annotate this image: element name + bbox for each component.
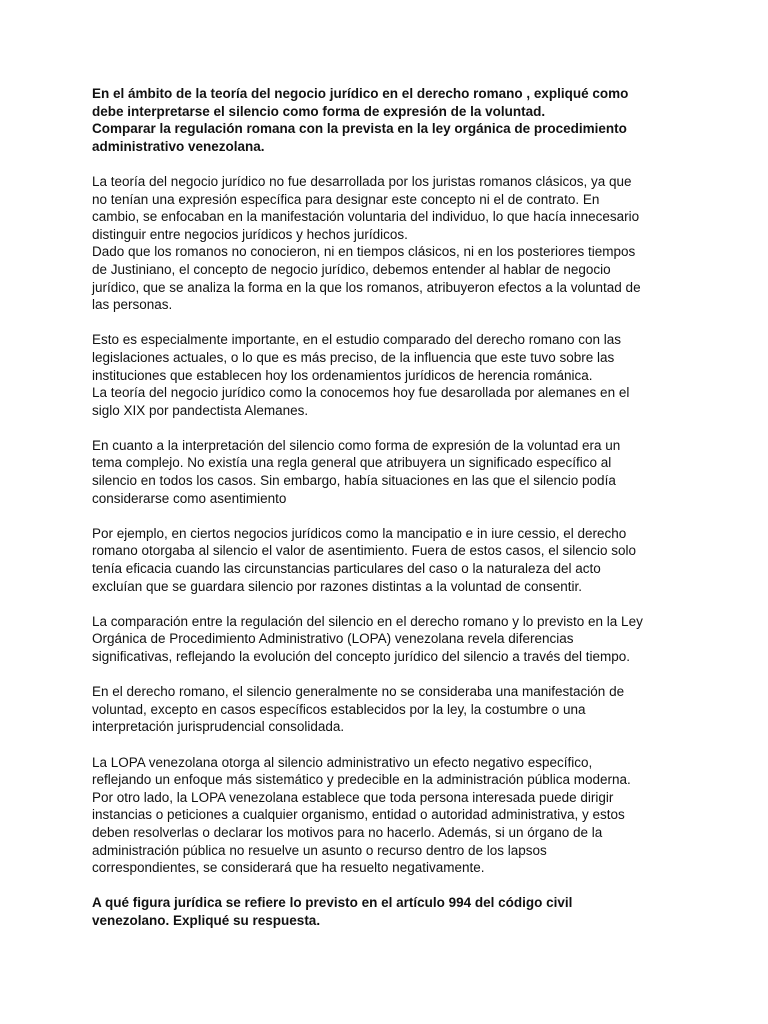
text-line: debe interpretarse el silencio como forma de expresión de la voluntad. (92, 103, 546, 119)
text-line: tenía eficacia cuando las circunstancias particulares del caso o la naturaleza del acto (92, 561, 601, 577)
text-line: La teoría del negocio jurídico no fue desarrollada por los juristas romanos clásicos, ya que (92, 173, 632, 189)
text-line: Por otro lado, la LOPA venezolana establece que toda persona interesada puede dirigir (92, 789, 614, 805)
text-line: instituciones que establecen hoy los ordenamientos jurídicos de herencia románica. (92, 367, 593, 383)
text-line: La comparación entre la regulación del silencio en el derecho romano y lo previsto en la Ley (92, 613, 643, 629)
text-line: de Justiniano, el concepto de negocio jurídico, debemos entender al hablar de negocio (92, 261, 611, 277)
text-line: excluían que se guardara silencio por razones distintas a la voluntad de consentir. (92, 578, 583, 594)
text-line: deben resolverlas o declarar los motivos para no hacerlo. Además, si un órgano de la (92, 824, 603, 840)
text-line: venezolano. Expliqué su respuesta. (92, 912, 321, 928)
paragraph-negocio-juridico (92, 173, 682, 314)
text-line: legislaciones actuales, o lo que es más preciso, de la influencia que este tuvo sobre las (92, 349, 615, 365)
text-line: siglo XIX por pandectista Alemanes. (92, 402, 309, 418)
text-line: las personas. (92, 297, 173, 313)
text-line: silencio en todos los casos. Sin embargo, había situaciones en las que el silencio podía (92, 473, 616, 489)
paragraph-derecho-romano (92, 683, 682, 736)
text-line: tema complejo. No existía una regla general que atribuyera un significado específico al (92, 455, 612, 471)
paragraph-ejemplo-mancipatio (92, 525, 682, 595)
text-line: no tenían una expresión específica para designar este concepto ni el de contrato. En (92, 191, 600, 207)
text-line: En el derecho romano, el silencio generalmente no se consideraba una manifestación de (92, 684, 625, 700)
document-page (92, 85, 682, 947)
text-line: administrativo venezolana. (92, 138, 265, 154)
paragraph-estudio-comparado (92, 331, 682, 419)
text-line: instancias o peticiones a cualquier organismo, entidad o autoridad administrativa, y estos (92, 807, 625, 823)
text-line: interpretación jurisprudencial consolidada. (92, 719, 345, 735)
text-line: considerarse como asentimiento (92, 490, 287, 506)
text-line: La LOPA venezolana otorga al silencio administrativo un efecto negativo específico, (92, 754, 593, 770)
text-line: Dado que los romanos no conocieron, ni en tiempos clásicos, ni en los posteriores tiempos (92, 244, 636, 260)
text-line: Esto es especialmente importante, en el estudio comparado del derecho romano con las (92, 332, 622, 348)
text-line: significativas, reflejando la evolución del concepto jurídico del silencio a través del tiempo. (92, 649, 631, 664)
text-line: jurídico, que se analiza la forma en la que los romanos, atribuyeron efectos a la voluntad de (92, 279, 641, 295)
paragraph-interpretacion-silencio (92, 437, 682, 507)
text-line: En el ámbito de la teoría del negocio jurídico en el derecho romano , expliqué como (92, 86, 629, 101)
text-line: administración pública no resuelve un asunto o recurso dentro de los lapsos (92, 842, 547, 858)
paragraph-comparacion-lopa (92, 613, 682, 666)
text-line: Comparar la regulación romana con la prevista en la ley orgánica de procedimiento (92, 121, 627, 137)
text-line: La teoría del negocio jurídico como la conocemos hoy fue desarollada por alemanes en el (92, 385, 630, 401)
text-line: Orgánica de Procedimiento Administrativo (LOPA) venezolana revela diferencias (92, 631, 574, 647)
text-line: cambio, se enfocaban en la manifestación voluntaria del individuo, lo que hacía innecesario (92, 209, 640, 225)
text-line: En cuanto a la interpretación del silencio como forma de expresión de la voluntad era un (92, 437, 621, 453)
text-line: voluntad, excepto en casos específicos establecidos por la ley, la costumbre o una (92, 701, 586, 717)
question-heading-2 (92, 894, 682, 929)
paragraph-lopa-venezolana (92, 754, 682, 877)
text-line: A qué figura jurídica se refiere lo previsto en el artículo 994 del código civil (92, 895, 573, 911)
text-line: correspondientes, se considerará que ha resuelto negativamente. (92, 860, 485, 876)
text-line: distinguir entre negocios jurídicos y hechos jurídicos. (92, 226, 408, 242)
question-heading-1 (92, 85, 682, 155)
text-line: romano otorgaba al silencio el valor de asentimiento. Fuera de estos casos, el silencio solo (92, 543, 637, 559)
text-line: Por ejemplo, en ciertos negocios jurídicos como la mancipatio e in iure cessio, el derecho (92, 525, 627, 541)
text-line: reflejando un enfoque más sistemático y predecible en la administración pública moderna. (92, 772, 631, 788)
